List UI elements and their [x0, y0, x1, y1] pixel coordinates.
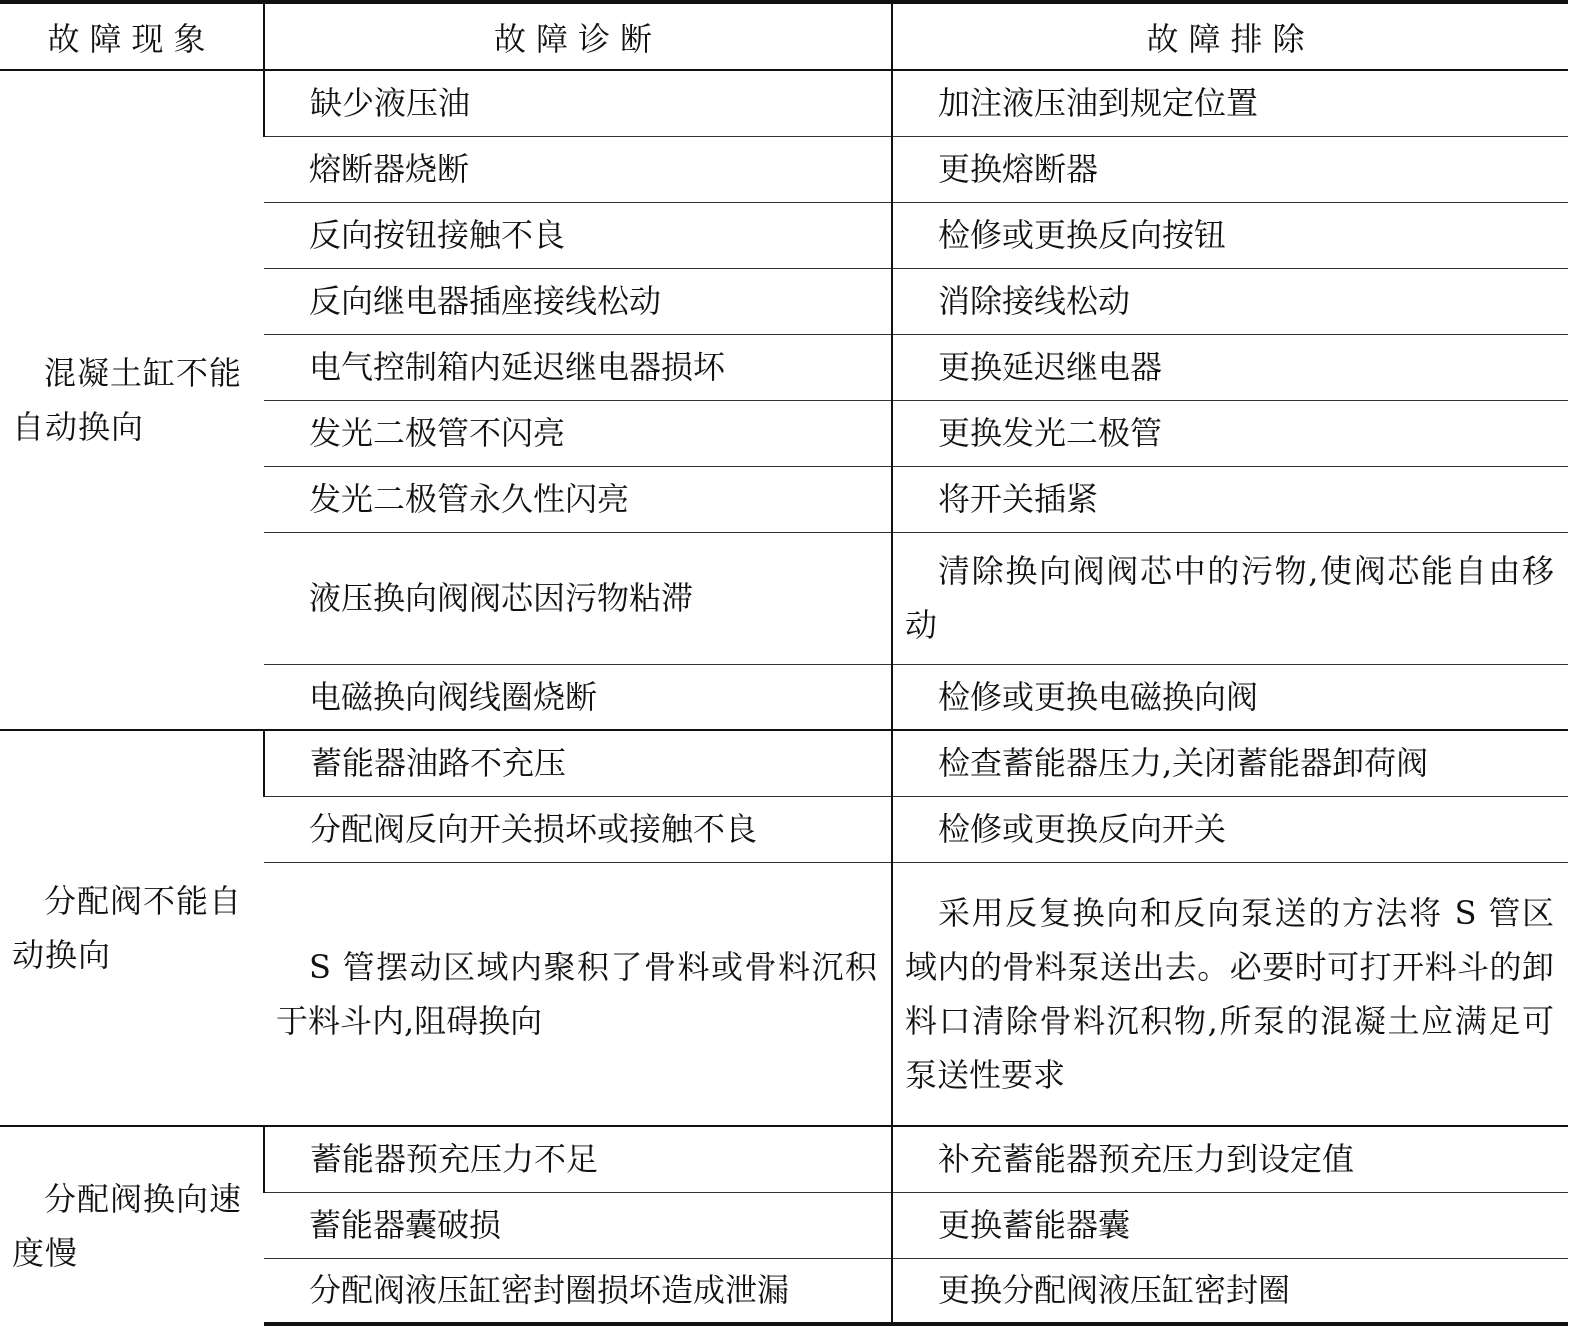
- header-symptom: 故障现象: [0, 2, 264, 70]
- diagnosis-cell: 蓄能器囊破损: [264, 1192, 892, 1258]
- remedy-cell: 更换分配阀液压缸密封圈: [892, 1258, 1568, 1324]
- diagnosis-cell: S 管摆动区域内聚积了骨料或骨料沉积于料斗内,阻碍换向: [264, 862, 892, 1126]
- symptom-cell: 混凝土缸不能自动换向: [0, 70, 264, 730]
- table-row: [0, 730, 1568, 796]
- symptom-cell: 分配阀不能自动换向: [0, 730, 264, 1126]
- diagnosis-cell: 分配阀液压缸密封圈损坏造成泄漏: [264, 1258, 892, 1324]
- remedy-cell: 更换延迟继电器: [892, 334, 1568, 400]
- diagnosis-cell: 反向继电器插座接线松动: [264, 268, 892, 334]
- remedy-cell: 加注液压油到规定位置: [892, 70, 1568, 136]
- remedy-cell: 清除换向阀阀芯中的污物,使阀芯能自由移动: [892, 532, 1568, 664]
- symptom-cell: 分配阀换向速度慢: [0, 1126, 264, 1324]
- diagnosis-cell: 缺少液压油: [264, 70, 892, 136]
- table-row: [0, 1126, 1568, 1192]
- diagnosis-cell: 蓄能器油路不充压: [264, 730, 892, 796]
- diagnosis-cell: 熔断器烧断: [264, 136, 892, 202]
- remedy-cell: 补充蓄能器预充压力到设定值: [892, 1126, 1568, 1192]
- header-remedy: 故障排除: [892, 2, 1568, 70]
- table-row: [0, 70, 1568, 136]
- header-row: [0, 2, 1568, 70]
- remedy-cell: 更换熔断器: [892, 136, 1568, 202]
- remedy-cell: 更换蓄能器囊: [892, 1192, 1568, 1258]
- diagnosis-cell: 电磁换向阀线圈烧断: [264, 664, 892, 730]
- diagnosis-cell: 发光二极管永久性闪亮: [264, 466, 892, 532]
- diagnosis-cell: 反向按钮接触不良: [264, 202, 892, 268]
- remedy-cell: 消除接线松动: [892, 268, 1568, 334]
- diagnosis-cell: 液压换向阀阀芯因污物粘滞: [264, 532, 892, 664]
- diagnosis-cell: 电气控制箱内延迟继电器损坏: [264, 334, 892, 400]
- diagnosis-cell: 发光二极管不闪亮: [264, 400, 892, 466]
- remedy-cell: 将开关插紧: [892, 466, 1568, 532]
- remedy-cell: 检修或更换反向按钮: [892, 202, 1568, 268]
- remedy-cell: 检修或更换反向开关: [892, 796, 1568, 862]
- diagnosis-cell: 分配阀反向开关损坏或接触不良: [264, 796, 892, 862]
- remedy-cell: 采用反复换向和反向泵送的方法将 S 管区域内的骨料泵送出去。必要时可打开料斗的卸料口清除骨料沉积物,所泵的混凝土应满足可泵送性要求: [892, 862, 1568, 1126]
- remedy-cell: 检查蓄能器压力,关闭蓄能器卸荷阀: [892, 730, 1568, 796]
- header-diagnosis: 故障诊断: [264, 2, 892, 70]
- diagnosis-cell: 蓄能器预充压力不足: [264, 1126, 892, 1192]
- remedy-cell: 检修或更换电磁换向阀: [892, 664, 1568, 730]
- remedy-cell: 更换发光二极管: [892, 400, 1568, 466]
